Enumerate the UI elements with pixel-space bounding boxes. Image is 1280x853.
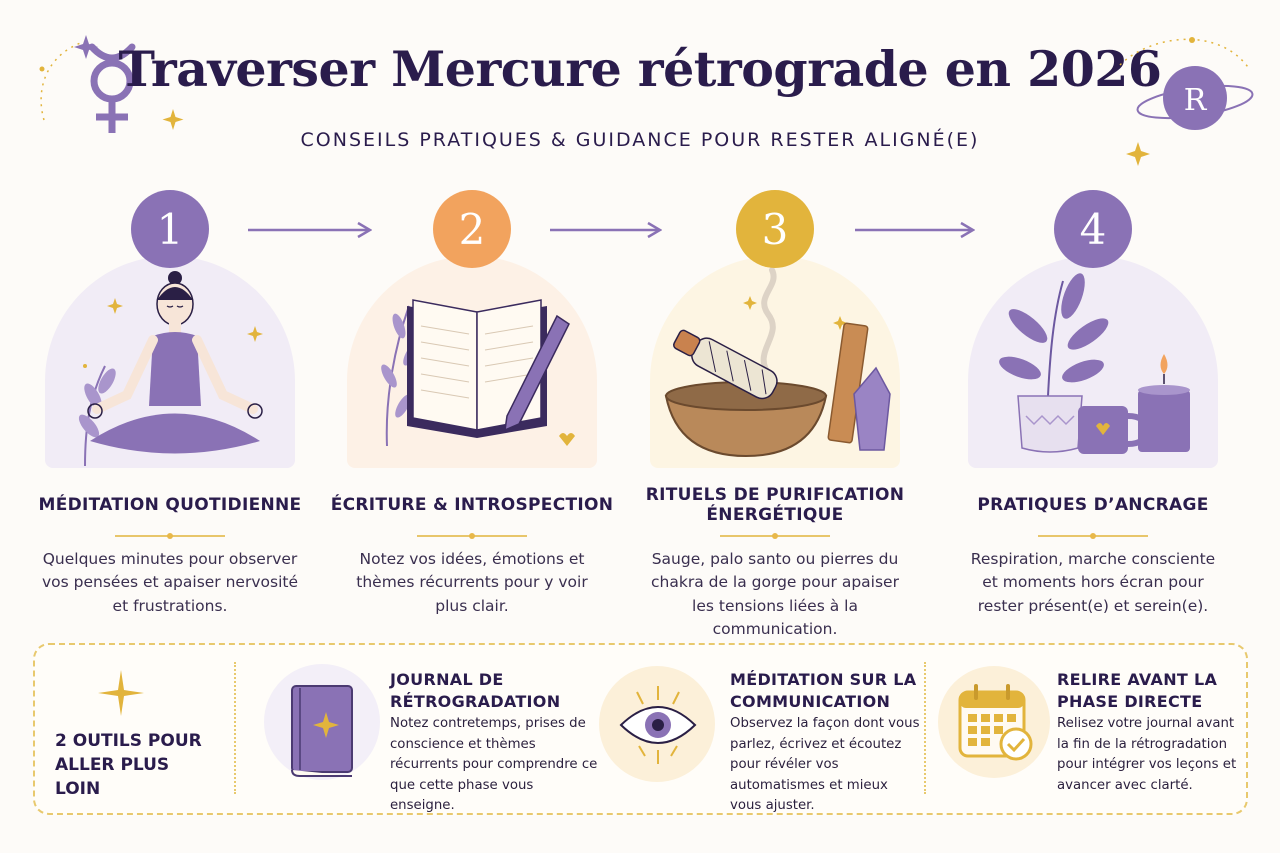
step-title: RITUELS DE PURIFICATION ÉNERGÉTIQUE bbox=[645, 484, 905, 525]
step-description: Sauge, palo santo ou pierres du chakra de la gorge pour apaiser les tensions liées à la communication. bbox=[651, 550, 899, 638]
page-subtitle: CONSEILS PRATIQUES & GUIDANCE POUR RESTER ALIGNÉ(E) bbox=[300, 129, 980, 151]
tool-description: Notez contretemps, prises de conscience et thèmes récurrents pour comprendre ce que cette phase vous enseigne. bbox=[390, 716, 598, 814]
journal-book-icon bbox=[288, 684, 356, 780]
tool-title: JOURNAL DE RÉTROGRADATION bbox=[390, 670, 561, 711]
step-grounding bbox=[943, 190, 1243, 630]
sparkle-icon bbox=[98, 670, 144, 716]
step-description: Respiration, marche consciente et moments hors écran pour rester présent(e) et serein(e). bbox=[970, 550, 1216, 615]
tools-heading: 2 OUTILS POUR ALLER PLUS LOIN bbox=[55, 731, 202, 799]
step-number: 2 bbox=[433, 190, 511, 268]
sage-bowl-icon bbox=[650, 256, 900, 468]
separator bbox=[924, 662, 926, 794]
tool-title: MÉDITATION SUR LA COMMUNICATION bbox=[730, 670, 917, 711]
step-description: Notez vos idées, émotions et thèmes récurrents pour y voir plus clair. bbox=[356, 550, 588, 615]
step-title: MÉDITATION QUOTIDIENNE bbox=[38, 494, 302, 515]
page-title: Traverser Mercure rétrograde en 2026 bbox=[118, 40, 1162, 98]
step-description: Quelques minutes pour observer vos pensées et apaiser nervosité et frustrations. bbox=[42, 550, 298, 615]
meditating-person-icon bbox=[45, 256, 295, 468]
eye-icon bbox=[617, 684, 699, 766]
step-title: ÉCRITURE & INTROSPECTION bbox=[330, 494, 614, 515]
step-purification bbox=[625, 190, 925, 638]
retrograde-planet-icon bbox=[1100, 30, 1270, 170]
tool-description: Observez la façon dont vous parlez, écrivez et écoutez pour révéler vos automatismes et mieux vous ajuster. bbox=[730, 716, 920, 814]
step-number: 3 bbox=[736, 190, 814, 268]
step-title: PRATIQUES D’ANCRAGE bbox=[977, 494, 1209, 515]
step-writing bbox=[322, 190, 622, 630]
open-journal-icon bbox=[347, 256, 597, 468]
step-number: 4 bbox=[1054, 190, 1132, 268]
divider bbox=[1038, 535, 1148, 537]
divider bbox=[115, 535, 225, 537]
separator bbox=[234, 662, 236, 794]
tool-title: RELIRE AVANT LA PHASE DIRECTE bbox=[1057, 670, 1218, 711]
divider bbox=[417, 535, 527, 537]
divider bbox=[720, 535, 830, 537]
planet-letter: R bbox=[1183, 83, 1207, 118]
plant-candle-icon bbox=[968, 256, 1218, 468]
tool-description: Relisez votre journal avant la fin de la rétrogradation pour intégrer vos leçons et avancer avec clarté. bbox=[1057, 716, 1237, 793]
step-number: 1 bbox=[131, 190, 209, 268]
step-meditation bbox=[20, 190, 320, 630]
calendar-check-icon bbox=[956, 682, 1036, 764]
